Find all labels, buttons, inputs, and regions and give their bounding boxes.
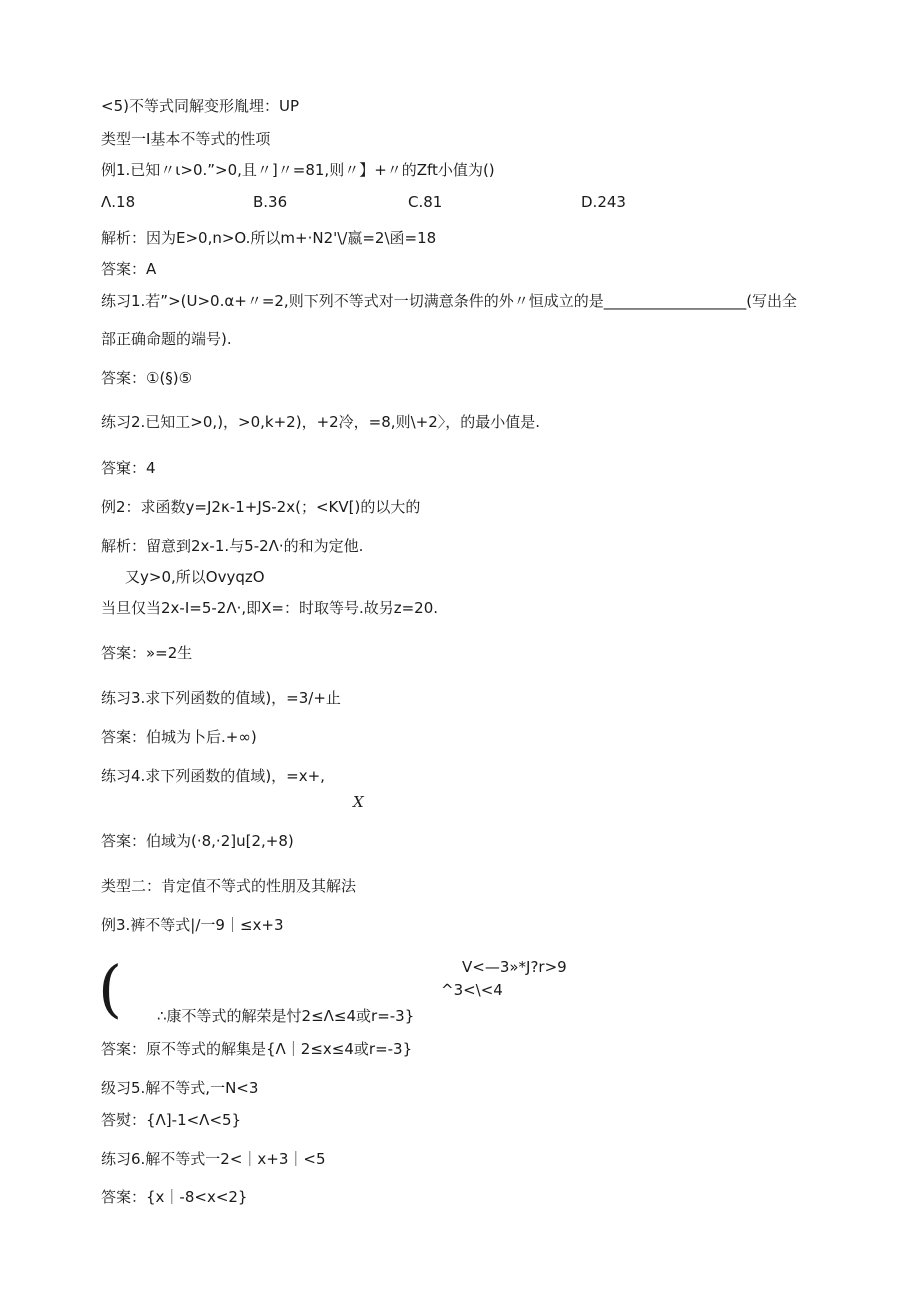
option-b: B.36 xyxy=(253,193,288,211)
example-2-answer: 答案：»=2生 xyxy=(101,644,193,662)
system-line-2: ^3<\<4 xyxy=(441,981,503,999)
example-2-analysis-equality: 当旦仅当2x-I=5-2Λ·,即X=：时取等号.故另z=20. xyxy=(101,599,439,617)
exercise-2-answer: 答窠：4 xyxy=(101,459,156,477)
system-line-1: V<—3»*J?r>9 xyxy=(462,958,567,976)
exercise-3-question: 练习3.求下列函数的值域)，=3/+止 xyxy=(101,689,341,707)
example-1-answer: 答案：A xyxy=(101,260,157,278)
exercise-6-answer: 答案：{x｜-8<x<2} xyxy=(101,1188,248,1206)
system-brace: ( xyxy=(98,952,123,1025)
exercise-4-answer: 答案：伯域为(·8,·2]u[2,+8) xyxy=(101,832,294,850)
type-one-heading: 类型一I基本不等式的性项 xyxy=(101,130,271,148)
exercise-1-question: 练习1.若”>(U>0.α+〃=2,则下列不等式对一切满意条件的外〃恒成立的是___________________(写出全 xyxy=(101,292,798,310)
exercise-4-denominator: X xyxy=(353,793,364,811)
option-d: D.243 xyxy=(581,193,626,211)
exercise-5-question: 级习5.解不等式,一N<3 xyxy=(101,1079,259,1097)
exercise-2-question: 练习2.已知工>0,)，>0,k+2)，+2冷，=8,则\+2〉，的最小值是. xyxy=(101,413,541,431)
example-1-analysis: 解析：因为E>0,n>O.所以m+·N2'\/嬴=2\函=18 xyxy=(101,229,437,247)
example-3-conclusion: ∴康不等式的解荣是忖2≤Λ≤4或r=-3} xyxy=(157,1007,415,1025)
exercise-3-answer: 答案：伯城为卜后.+∞) xyxy=(101,728,257,746)
example-3-question: 例3.裤不等式|∕一9｜≤x+3 xyxy=(101,916,284,934)
exercise-1-answer: 答案：①(§)⑤ xyxy=(101,369,193,387)
type-two-heading: 类型二：肯定值不等式的性朋及其解法 xyxy=(101,877,357,895)
example-2-analysis-step: 又y>0,所以OvyqzO xyxy=(125,568,265,586)
example-1-question: 例1.已知〃ι>0.”>0,且〃]〃=81,则〃】+〃的Zft小值为() xyxy=(101,161,495,179)
exercise-5-answer: 答熨：{Λ]-1<Λ<5} xyxy=(101,1111,242,1129)
section-heading-5: <5)不等式同解变形胤埋：UP xyxy=(101,97,299,115)
example-2-question: 例2：求函数y=J2κ-1+JS-2x(；<KV[)的以大的 xyxy=(101,498,421,516)
exercise-1-question-cont: 部正确命题的端号). xyxy=(101,330,232,348)
example-2-analysis: 解析：留意到2x-1.与5-2Λ·的和为定他. xyxy=(101,537,364,555)
exercise-6-question: 练习6.解不等式一2<｜x+3｜<5 xyxy=(101,1150,326,1168)
exercise-4-question: 练习4.求下列函数的值域)，=x+, xyxy=(101,767,325,785)
option-c: C.81 xyxy=(408,193,443,211)
option-a: Λ.18 xyxy=(101,193,136,211)
example-3-answer: 答案：原不等式的解集是{Λ｜2≤x≤4或r=-3} xyxy=(101,1040,413,1058)
